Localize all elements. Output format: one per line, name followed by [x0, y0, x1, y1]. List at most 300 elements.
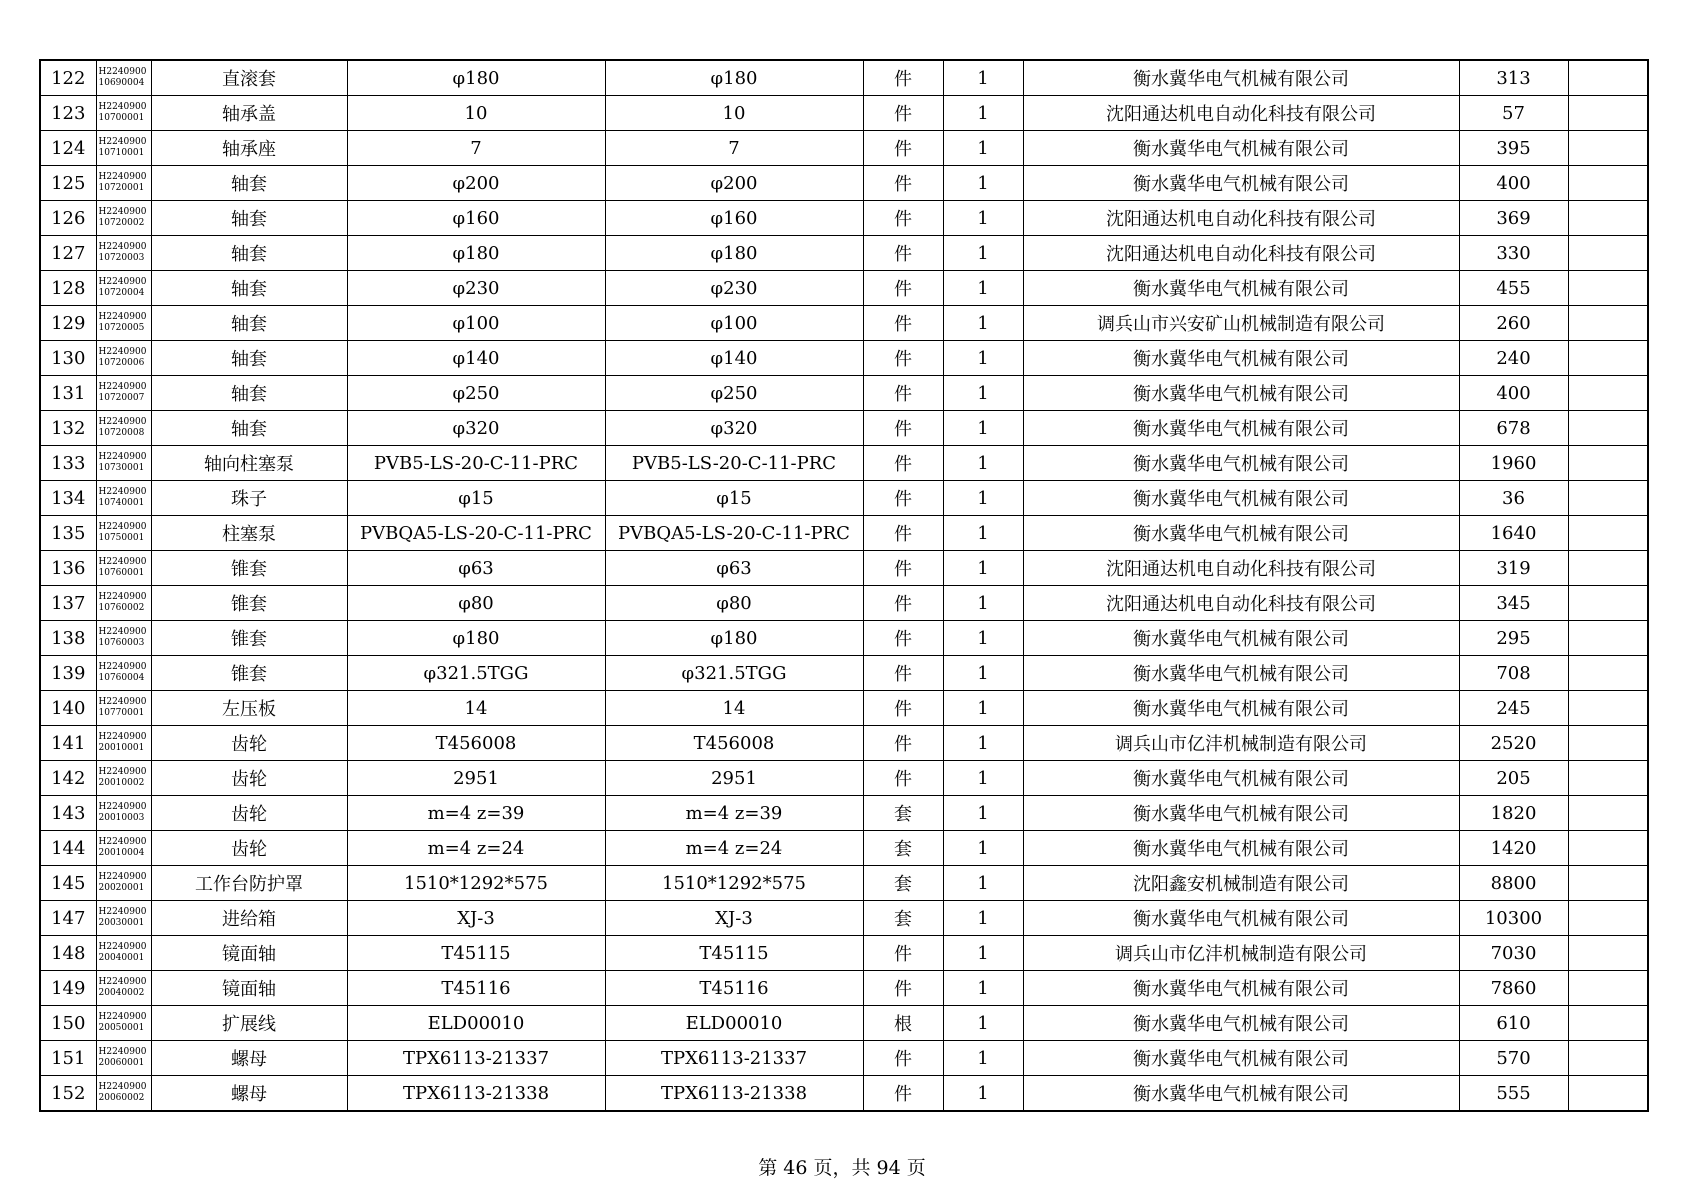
model-cell: φ180: [605, 621, 863, 656]
model-cell: φ15: [605, 481, 863, 516]
unit-cell: 件: [863, 971, 943, 1006]
row-number-cell: 124: [40, 131, 96, 166]
specification-cell: φ321.5TGG: [347, 656, 605, 691]
note-cell: [1568, 271, 1648, 306]
material-code-line: 20030001: [98, 918, 145, 928]
model-cell: φ180: [605, 236, 863, 271]
quantity-cell: 1: [943, 971, 1023, 1006]
row-number-cell: 149: [40, 971, 96, 1006]
unit-cell: 件: [863, 761, 943, 796]
row-number-cell: 123: [40, 96, 96, 131]
quantity-cell: 1: [943, 656, 1023, 691]
quantity-cell: 1: [943, 516, 1023, 551]
unit-cell: 件: [863, 376, 943, 411]
supplier-cell: 衡水冀华电气机械有限公司: [1023, 1076, 1459, 1112]
supplier-cell: 衡水冀华电气机械有限公司: [1023, 831, 1459, 866]
specification-cell: T45116: [347, 971, 605, 1006]
material-code-cell: [96, 621, 151, 656]
unit-cell: 件: [863, 271, 943, 306]
note-cell: [1568, 1041, 1648, 1076]
supplier-cell: 衡水冀华电气机械有限公司: [1023, 446, 1459, 481]
note-cell: [1568, 96, 1648, 131]
specification-cell: φ63: [347, 551, 605, 586]
item-name-cell: 珠子: [151, 481, 347, 516]
model-cell: φ80: [605, 586, 863, 621]
quantity-cell: 1: [943, 1006, 1023, 1041]
item-name-cell: 镜面轴: [151, 936, 347, 971]
material-code-line: H2240900: [98, 627, 147, 637]
material-code-line: H2240900: [98, 1082, 147, 1092]
unit-cell: 套: [863, 866, 943, 901]
price-cell: 395: [1459, 131, 1568, 166]
model-cell: φ250: [605, 376, 863, 411]
quantity-cell: 1: [943, 446, 1023, 481]
material-code-cell: [96, 131, 151, 166]
material-code-cell: [96, 551, 151, 586]
table-row: [40, 201, 1648, 236]
item-name-cell: 齿轮: [151, 726, 347, 761]
row-number-cell: 130: [40, 341, 96, 376]
price-cell: 313: [1459, 60, 1568, 96]
row-number-cell: 135: [40, 516, 96, 551]
price-cell: 8800: [1459, 866, 1568, 901]
price-cell: 240: [1459, 341, 1568, 376]
table-row: [40, 341, 1648, 376]
specification-cell: φ180: [347, 60, 605, 96]
material-code-cell: [96, 586, 151, 621]
unit-cell: 件: [863, 586, 943, 621]
supplier-cell: 调兵山市兴安矿山机械制造有限公司: [1023, 306, 1459, 341]
supplier-cell: 衡水冀华电气机械有限公司: [1023, 341, 1459, 376]
material-code-line: H2240900: [98, 102, 147, 112]
supplier-cell: 衡水冀华电气机械有限公司: [1023, 60, 1459, 96]
row-number-cell: 142: [40, 761, 96, 796]
quantity-cell: 1: [943, 1041, 1023, 1076]
price-cell: 295: [1459, 621, 1568, 656]
specification-cell: φ320: [347, 411, 605, 446]
item-name-cell: 直滚套: [151, 60, 347, 96]
model-cell: XJ-3: [605, 901, 863, 936]
quantity-cell: 1: [943, 201, 1023, 236]
table-row: [40, 586, 1648, 621]
row-number-cell: 151: [40, 1041, 96, 1076]
table-row: [40, 376, 1648, 411]
material-code-cell: [96, 761, 151, 796]
item-name-cell: 螺母: [151, 1041, 347, 1076]
supplier-cell: 沈阳通达机电自动化科技有限公司: [1023, 551, 1459, 586]
note-cell: [1568, 1006, 1648, 1041]
material-code-line: 10720001: [98, 183, 145, 193]
material-code-cell: [96, 1041, 151, 1076]
row-number-cell: 139: [40, 656, 96, 691]
model-cell: TPX6113-21337: [605, 1041, 863, 1076]
item-name-cell: 镜面轴: [151, 971, 347, 1006]
row-number-cell: 134: [40, 481, 96, 516]
specification-cell: PVBQA5-LS-20-C-11-PRC: [347, 516, 605, 551]
table-row: [40, 411, 1648, 446]
quantity-cell: 1: [943, 131, 1023, 166]
table-row: [40, 936, 1648, 971]
unit-cell: 件: [863, 1076, 943, 1112]
table-row: [40, 761, 1648, 796]
unit-cell: 套: [863, 831, 943, 866]
material-code-cell: [96, 306, 151, 341]
price-cell: 57: [1459, 96, 1568, 131]
model-cell: φ230: [605, 271, 863, 306]
unit-cell: 件: [863, 726, 943, 761]
material-code-line: H2240900: [98, 137, 147, 147]
price-cell: 678: [1459, 411, 1568, 446]
model-cell: m=4 z=39: [605, 796, 863, 831]
item-name-cell: 轴套: [151, 236, 347, 271]
row-number-cell: 143: [40, 796, 96, 831]
note-cell: [1568, 411, 1648, 446]
material-code-line: 10760003: [98, 638, 145, 648]
row-number-cell: 145: [40, 866, 96, 901]
item-name-cell: 螺母: [151, 1076, 347, 1112]
price-cell: 330: [1459, 236, 1568, 271]
quantity-cell: 1: [943, 166, 1023, 201]
material-code-line: H2240900: [98, 767, 147, 777]
row-number-cell: 126: [40, 201, 96, 236]
material-code-line: 10720004: [98, 288, 145, 298]
material-code-line: H2240900: [98, 942, 147, 952]
material-code-line: 10720006: [98, 358, 145, 368]
price-cell: 708: [1459, 656, 1568, 691]
quantity-cell: 1: [943, 411, 1023, 446]
table-row: [40, 60, 1648, 96]
unit-cell: 件: [863, 1041, 943, 1076]
material-code-line: 20050001: [98, 1023, 145, 1033]
material-code-line: H2240900: [98, 487, 147, 497]
material-code-line: H2240900: [98, 452, 147, 462]
material-code-cell: [96, 936, 151, 971]
material-code-line: H2240900: [98, 592, 147, 602]
price-cell: 345: [1459, 586, 1568, 621]
model-cell: φ100: [605, 306, 863, 341]
model-cell: 7: [605, 131, 863, 166]
model-cell: PVBQA5-LS-20-C-11-PRC: [605, 516, 863, 551]
material-code-line: 10750001: [98, 533, 145, 543]
note-cell: [1568, 796, 1648, 831]
quantity-cell: 1: [943, 621, 1023, 656]
specification-cell: T456008: [347, 726, 605, 761]
model-cell: φ320: [605, 411, 863, 446]
unit-cell: 件: [863, 446, 943, 481]
model-cell: φ63: [605, 551, 863, 586]
material-code-line: 20040002: [98, 988, 145, 998]
row-number-cell: 132: [40, 411, 96, 446]
note-cell: [1568, 691, 1648, 726]
specification-cell: 10: [347, 96, 605, 131]
quantity-cell: 1: [943, 376, 1023, 411]
quantity-cell: 1: [943, 761, 1023, 796]
material-code-line: 20060002: [98, 1093, 145, 1103]
material-code-cell: [96, 691, 151, 726]
material-code-line: 10760002: [98, 603, 145, 613]
supplier-cell: 沈阳通达机电自动化科技有限公司: [1023, 96, 1459, 131]
table-row: [40, 1041, 1648, 1076]
material-code-cell: [96, 831, 151, 866]
unit-cell: 件: [863, 481, 943, 516]
table-row: [40, 656, 1648, 691]
specification-cell: m=4 z=39: [347, 796, 605, 831]
row-number-cell: 150: [40, 1006, 96, 1041]
quantity-cell: 1: [943, 586, 1023, 621]
material-code-cell: [96, 901, 151, 936]
material-code-cell: [96, 376, 151, 411]
item-name-cell: 轴套: [151, 341, 347, 376]
row-number-cell: 127: [40, 236, 96, 271]
supplier-cell: 沈阳通达机电自动化科技有限公司: [1023, 586, 1459, 621]
specification-cell: ELD00010: [347, 1006, 605, 1041]
unit-cell: 根: [863, 1006, 943, 1041]
specification-cell: TPX6113-21337: [347, 1041, 605, 1076]
unit-cell: 件: [863, 166, 943, 201]
price-cell: 2520: [1459, 726, 1568, 761]
price-cell: 1820: [1459, 796, 1568, 831]
quantity-cell: 1: [943, 551, 1023, 586]
price-cell: 1640: [1459, 516, 1568, 551]
row-number-cell: 125: [40, 166, 96, 201]
item-name-cell: 齿轮: [151, 831, 347, 866]
model-cell: φ140: [605, 341, 863, 376]
material-code-cell: [96, 726, 151, 761]
unit-cell: 件: [863, 516, 943, 551]
model-cell: φ160: [605, 201, 863, 236]
price-cell: 245: [1459, 691, 1568, 726]
note-cell: [1568, 201, 1648, 236]
material-code-cell: [96, 796, 151, 831]
item-name-cell: 锥套: [151, 586, 347, 621]
item-name-cell: 左压板: [151, 691, 347, 726]
material-code-line: 10700001: [98, 113, 145, 123]
table-row: [40, 306, 1648, 341]
model-cell: m=4 z=24: [605, 831, 863, 866]
specification-cell: φ200: [347, 166, 605, 201]
price-cell: 610: [1459, 1006, 1568, 1041]
item-name-cell: 轴套: [151, 201, 347, 236]
note-cell: [1568, 60, 1648, 96]
supplier-cell: 调兵山市亿沣机械制造有限公司: [1023, 726, 1459, 761]
material-code-line: H2240900: [98, 382, 147, 392]
material-code-line: H2240900: [98, 557, 147, 567]
model-cell: ELD00010: [605, 1006, 863, 1041]
material-code-line: 10720007: [98, 393, 145, 403]
item-name-cell: 轴承盖: [151, 96, 347, 131]
item-name-cell: 进给箱: [151, 901, 347, 936]
material-code-line: 10720003: [98, 253, 145, 263]
unit-cell: 件: [863, 341, 943, 376]
price-cell: 319: [1459, 551, 1568, 586]
material-code-cell: [96, 96, 151, 131]
model-cell: φ200: [605, 166, 863, 201]
model-cell: 1510*1292*575: [605, 866, 863, 901]
material-code-cell: [96, 446, 151, 481]
item-name-cell: 柱塞泵: [151, 516, 347, 551]
material-code-line: H2240900: [98, 1012, 147, 1022]
supplier-cell: 衡水冀华电气机械有限公司: [1023, 656, 1459, 691]
item-name-cell: 锥套: [151, 656, 347, 691]
material-code-line: H2240900: [98, 207, 147, 217]
unit-cell: 件: [863, 691, 943, 726]
table-row: [40, 726, 1648, 761]
table-row: [40, 131, 1648, 166]
model-cell: 10: [605, 96, 863, 131]
note-cell: [1568, 971, 1648, 1006]
supplier-cell: 衡水冀华电气机械有限公司: [1023, 271, 1459, 306]
note-cell: [1568, 866, 1648, 901]
row-number-cell: 144: [40, 831, 96, 866]
item-name-cell: 轴套: [151, 271, 347, 306]
note-cell: [1568, 936, 1648, 971]
price-cell: 555: [1459, 1076, 1568, 1112]
note-cell: [1568, 446, 1648, 481]
material-code-line: H2240900: [98, 172, 147, 182]
table-row: [40, 796, 1648, 831]
material-code-line: H2240900: [98, 837, 147, 847]
material-code-line: 10740001: [98, 498, 145, 508]
specification-cell: T45115: [347, 936, 605, 971]
item-name-cell: 齿轮: [151, 761, 347, 796]
row-number-cell: 131: [40, 376, 96, 411]
unit-cell: 件: [863, 306, 943, 341]
note-cell: [1568, 376, 1648, 411]
material-code-cell: [96, 411, 151, 446]
model-cell: 2951: [605, 761, 863, 796]
supplier-cell: 衡水冀华电气机械有限公司: [1023, 901, 1459, 936]
item-name-cell: 锥套: [151, 551, 347, 586]
price-cell: 7860: [1459, 971, 1568, 1006]
supplier-cell: 调兵山市亿沣机械制造有限公司: [1023, 936, 1459, 971]
quantity-cell: 1: [943, 96, 1023, 131]
price-cell: 7030: [1459, 936, 1568, 971]
note-cell: [1568, 306, 1648, 341]
supplier-cell: 衡水冀华电气机械有限公司: [1023, 1041, 1459, 1076]
item-name-cell: 轴向柱塞泵: [151, 446, 347, 481]
quantity-cell: 1: [943, 726, 1023, 761]
price-cell: 36: [1459, 481, 1568, 516]
unit-cell: 件: [863, 551, 943, 586]
supplier-cell: 衡水冀华电气机械有限公司: [1023, 621, 1459, 656]
price-cell: 260: [1459, 306, 1568, 341]
material-code-line: 20040001: [98, 953, 145, 963]
price-cell: 455: [1459, 271, 1568, 306]
specification-cell: TPX6113-21338: [347, 1076, 605, 1112]
note-cell: [1568, 1076, 1648, 1112]
table-row: [40, 551, 1648, 586]
item-name-cell: 轴套: [151, 166, 347, 201]
material-code-line: 10730001: [98, 463, 145, 473]
quantity-cell: 1: [943, 341, 1023, 376]
quantity-cell: 1: [943, 481, 1023, 516]
table-row: [40, 901, 1648, 936]
material-code-cell: [96, 166, 151, 201]
item-name-cell: 扩展线: [151, 1006, 347, 1041]
specification-cell: φ250: [347, 376, 605, 411]
specification-cell: 2951: [347, 761, 605, 796]
material-code-line: H2240900: [98, 417, 147, 427]
material-code-line: H2240900: [98, 872, 147, 882]
material-code-line: 20060001: [98, 1058, 145, 1068]
material-code-line: H2240900: [98, 697, 147, 707]
quantity-cell: 1: [943, 901, 1023, 936]
table-row: [40, 236, 1648, 271]
material-code-line: 10770001: [98, 708, 145, 718]
table-row: [40, 831, 1648, 866]
item-name-cell: 锥套: [151, 621, 347, 656]
note-cell: [1568, 761, 1648, 796]
supplier-cell: 衡水冀华电气机械有限公司: [1023, 481, 1459, 516]
supplier-cell: 衡水冀华电气机械有限公司: [1023, 971, 1459, 1006]
note-cell: [1568, 901, 1648, 936]
item-name-cell: 齿轮: [151, 796, 347, 831]
table-row: [40, 516, 1648, 551]
price-cell: 10300: [1459, 901, 1568, 936]
supplier-cell: 衡水冀华电气机械有限公司: [1023, 1006, 1459, 1041]
material-code-line: H2240900: [98, 662, 147, 672]
quantity-cell: 1: [943, 60, 1023, 96]
price-cell: 369: [1459, 201, 1568, 236]
material-code-cell: [96, 1006, 151, 1041]
supplier-cell: 衡水冀华电气机械有限公司: [1023, 376, 1459, 411]
note-cell: [1568, 131, 1648, 166]
price-cell: 1960: [1459, 446, 1568, 481]
model-cell: 14: [605, 691, 863, 726]
unit-cell: 件: [863, 96, 943, 131]
note-cell: [1568, 481, 1648, 516]
material-code-line: 20010001: [98, 743, 145, 753]
row-number-cell: 128: [40, 271, 96, 306]
specification-cell: 7: [347, 131, 605, 166]
table-row: [40, 96, 1648, 131]
material-code-line: 10760001: [98, 568, 145, 578]
supplier-cell: 沈阳鑫安机械制造有限公司: [1023, 866, 1459, 901]
price-cell: 400: [1459, 166, 1568, 201]
material-code-line: 10690004: [98, 78, 145, 88]
unit-cell: 套: [863, 796, 943, 831]
table-row: [40, 621, 1648, 656]
note-cell: [1568, 831, 1648, 866]
material-code-cell: [96, 971, 151, 1006]
item-name-cell: 轴套: [151, 376, 347, 411]
material-code-cell: [96, 201, 151, 236]
supplier-cell: 沈阳通达机电自动化科技有限公司: [1023, 236, 1459, 271]
supplier-cell: 衡水冀华电气机械有限公司: [1023, 166, 1459, 201]
material-code-cell: [96, 866, 151, 901]
material-code-line: 10720005: [98, 323, 145, 333]
row-number-cell: 122: [40, 60, 96, 96]
quantity-cell: 1: [943, 796, 1023, 831]
material-code-line: 10710001: [98, 148, 145, 158]
row-number-cell: 137: [40, 586, 96, 621]
specification-cell: φ15: [347, 481, 605, 516]
note-cell: [1568, 166, 1648, 201]
note-cell: [1568, 516, 1648, 551]
specification-cell: φ230: [347, 271, 605, 306]
unit-cell: 件: [863, 411, 943, 446]
specification-cell: φ160: [347, 201, 605, 236]
model-cell: φ180: [605, 60, 863, 96]
material-code-cell: [96, 1076, 151, 1112]
price-cell: 1420: [1459, 831, 1568, 866]
model-cell: T45116: [605, 971, 863, 1006]
item-name-cell: 轴套: [151, 411, 347, 446]
note-cell: [1568, 341, 1648, 376]
material-code-cell: [96, 481, 151, 516]
material-code-line: 10720002: [98, 218, 145, 228]
price-cell: 205: [1459, 761, 1568, 796]
